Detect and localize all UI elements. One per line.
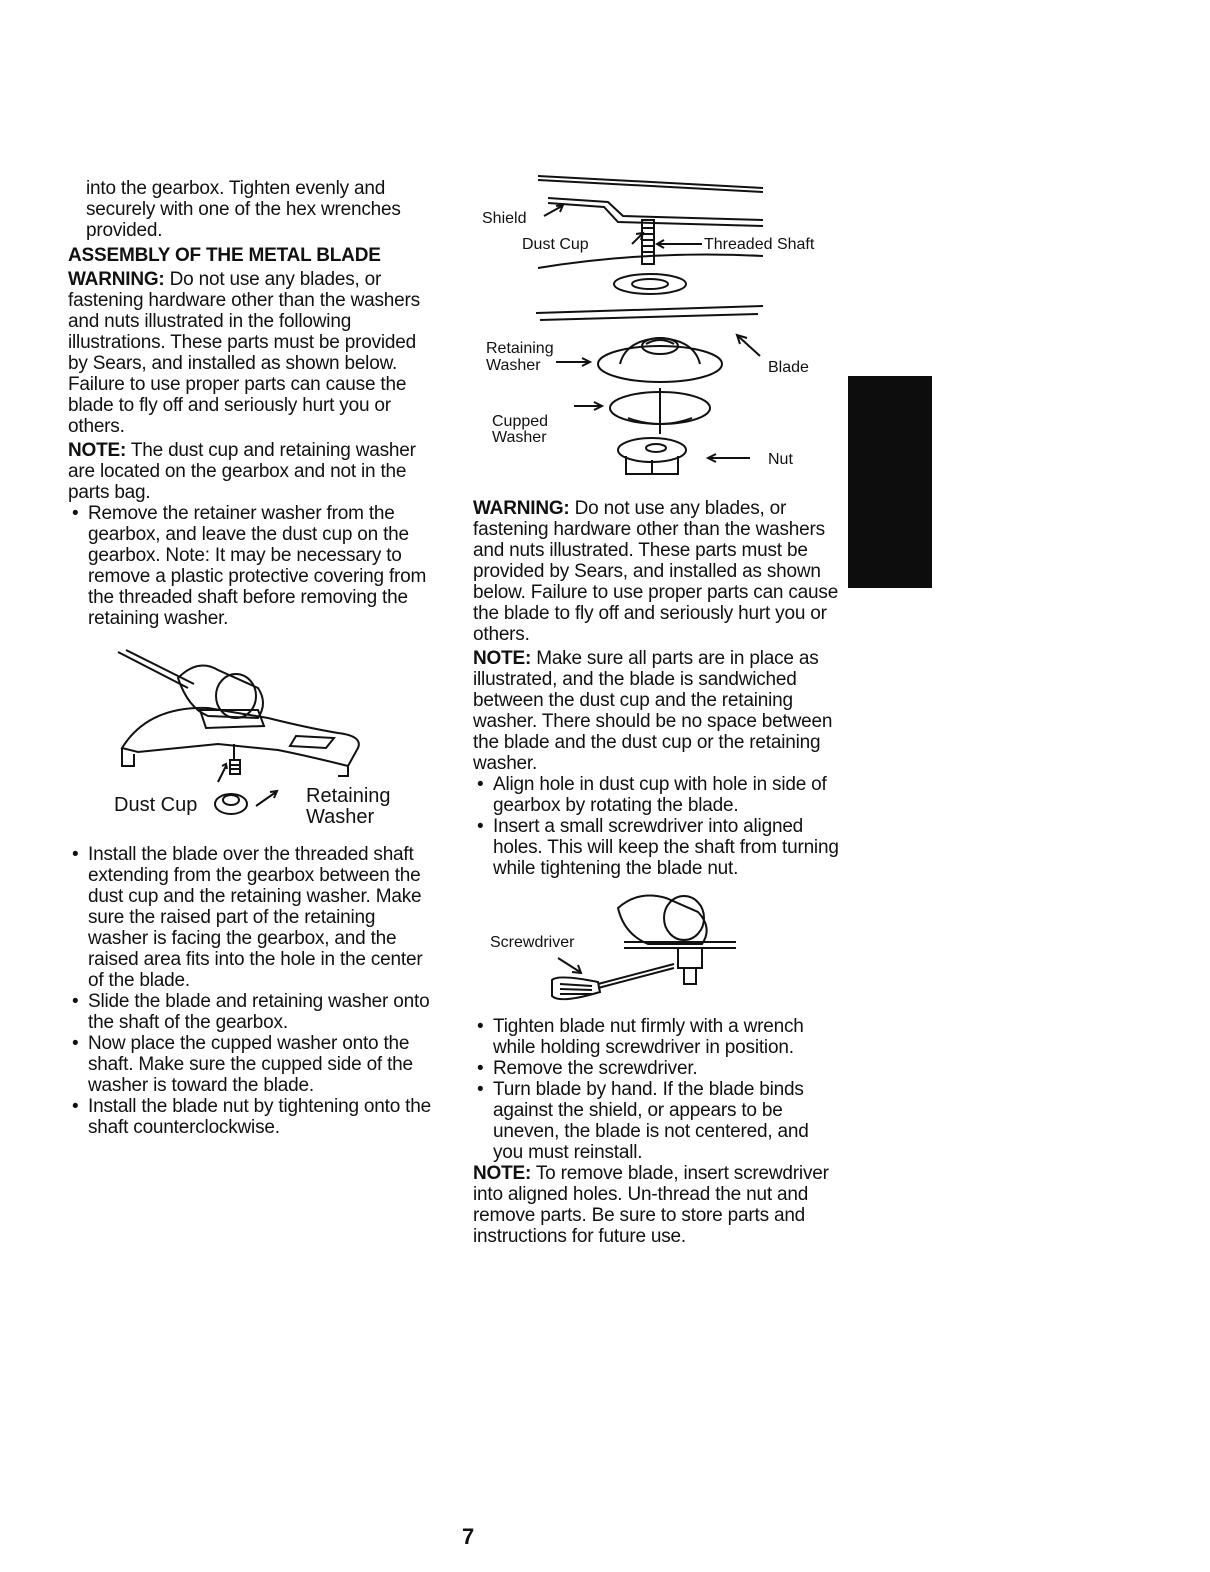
- warning-label: WARNING:: [68, 269, 165, 290]
- note-paragraph: [68, 440, 440, 503]
- figure-label-threaded-shaft: Threaded Shaft: [704, 236, 815, 253]
- right-column-bullets: [473, 1016, 843, 1247]
- warning-text: Do not use any blades, or fastening hardware other than the washers and nuts illustrated. These parts must be provided by Sears, and installed as shown below. Failure to use proper parts can cause the blade to fly off and seriously hurt you or others.: [473, 498, 839, 645]
- left-column-bullets: [68, 844, 440, 1138]
- figure-label-screwdriver: Screwdriver: [490, 934, 575, 951]
- note-text: The dust cup and retaining washer are located on the gearbox and not in the parts bag.: [68, 440, 416, 503]
- note-label: NOTE:: [473, 1163, 532, 1184]
- page-number: 7: [462, 1524, 475, 1549]
- list-item: • Now place the cupped washer onto the shaft. Make sure the cupped side of the washer is toward the blade.: [72, 1033, 413, 1096]
- note-paragraph: [473, 1163, 843, 1247]
- warning-label: WARNING:: [473, 498, 570, 519]
- figure-label-retaining: Retaining: [306, 785, 391, 807]
- blade-assembly-figure: [478, 168, 838, 490]
- note-label: NOTE:: [68, 440, 127, 461]
- list-item: • Remove the retainer washer from the gearbox, and leave the dust cup on the gearbox. Note: It may be necessary to remove a plastic protective covering from the threaded shaft before removing the retaining washer.: [72, 503, 427, 629]
- figure-label-cupped-washer: Washer: [492, 429, 547, 446]
- warning-paragraph: [473, 498, 843, 645]
- warning-text: Do not use any blades, or fastening hardware other than the washers and nuts illustrated in the following illustrations. These parts must be provided by Sears, and installed as shown below. Failure to use proper parts can cause the blade to fly off and seriously hurt you or others.: [68, 269, 420, 437]
- right-column: [473, 498, 843, 879]
- note-text: To remove blade, insert screwdriver into aligned holes. Un-thread the nut and remove parts. Be sure to store parts and instructions for future use.: [473, 1163, 829, 1247]
- list-item: • Slide the blade and retaining washer onto the shaft of the gearbox.: [72, 991, 430, 1033]
- screwdriver-figure: [488, 888, 748, 1006]
- figure-label-washer: Washer: [486, 357, 541, 374]
- list-item: • Install the blade over the threaded shaft extending from the gearbox between the dust cup and the retaining washer. Make sure the raised part of the retaining washer is facing the gearbox, and the raised area fits into the hole in the center of the blade.: [72, 844, 423, 991]
- figure-label-washer: Washer: [306, 806, 375, 828]
- section-tab: [848, 376, 932, 588]
- warning-paragraph: [68, 269, 440, 437]
- note-text: Make sure all parts are in place as illustrated, and the blade is sandwiched between the dust cup and the retaining washer. There should be no space between the blade and the dust cup or the retaining washer.: [473, 648, 833, 774]
- list-item: • Tighten blade nut firmly with a wrench while holding screwdriver in position.: [477, 1016, 804, 1058]
- figure-label-nut: Nut: [768, 451, 793, 468]
- left-column: [68, 178, 440, 629]
- figure-label-dust-cup: Dust Cup: [114, 794, 198, 816]
- list-item: • Turn blade by hand. If the blade binds against the shield, or appears to be uneven, the blade is not centered, and you must reinstall.: [477, 1079, 809, 1163]
- note-paragraph: [473, 648, 843, 774]
- list-item: • Insert a small screwdriver into aligned holes. This will keep the shaft from turning while tightening the blade nut.: [477, 816, 839, 879]
- list-item: • Remove the screwdriver.: [477, 1058, 698, 1079]
- figure-label-shield: Shield: [482, 210, 527, 227]
- list-item: • Align hole in dust cup with hole in side of gearbox by rotating the blade.: [477, 774, 827, 816]
- figure-label-cupped: Cupped: [492, 413, 549, 430]
- section-heading: ASSEMBLY OF THE METAL BLADE: [68, 245, 381, 266]
- note-label: NOTE:: [473, 648, 532, 669]
- figure-label-retaining: Retaining: [486, 340, 554, 357]
- figure-label-blade: Blade: [768, 359, 809, 376]
- intro-paragraph: into the gearbox. Tighten evenly and securely with one of the hex wrenches provided.: [86, 178, 401, 241]
- figure-label-dust-cup: Dust Cup: [522, 236, 589, 253]
- list-item: • Install the blade nut by tightening onto the shaft counterclockwise.: [72, 1096, 431, 1138]
- gearbox-figure: [108, 648, 408, 838]
